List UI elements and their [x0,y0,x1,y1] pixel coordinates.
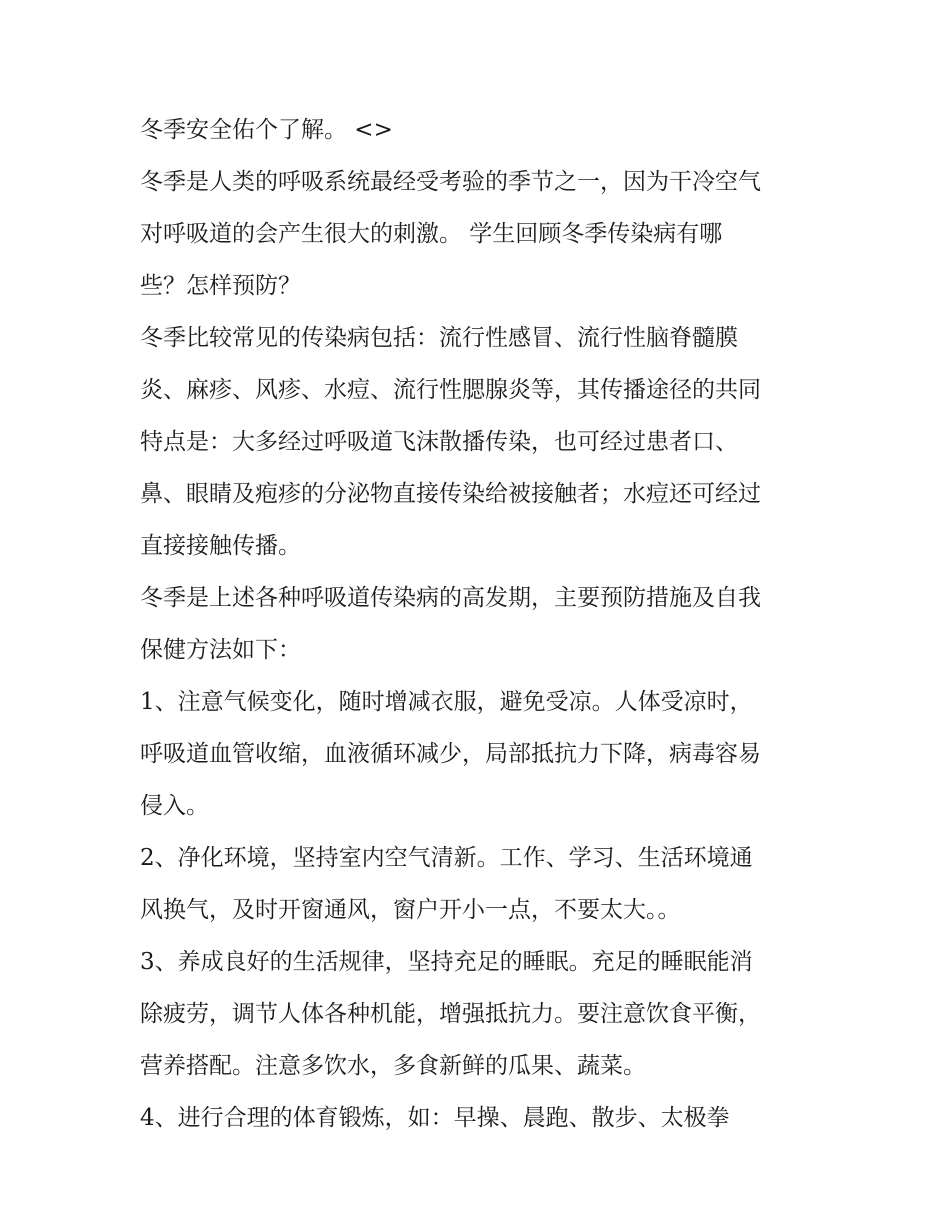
text-line: 直接接触传播。 [140,533,301,559]
text-line: 炎、麻疹、风疹、水痘、流行性腮腺炎等，其传播途径的共同 [140,377,761,403]
text-line: 营养搭配。注意多饮水，多食新鲜的瓜果、蔬菜。 [140,1053,646,1079]
text-line: 3、养成良好的生活规律，坚持充足的睡眠。充足的睡眠能消 [140,949,753,975]
text-line: 些？怎样预防？ [140,273,301,299]
text-line: 冬季比较常见的传染病包括：流行性感冒、流行性脑脊髓膜 [140,325,738,351]
text-line: 4、进行合理的体育锻炼，如：早操、晨跑、散步、太极拳 [140,1105,730,1131]
document-body [140,104,820,1144]
text-line: 鼻、眼睛及疱疹的分泌物直接传染给被接触者；水痘还可经过 [140,481,761,507]
text-line: 除疲劳，调节人体各种机能，增强抵抗力。要注意饮食平衡， [140,1001,761,1027]
text-line: 2、净化环境，坚持室内空气清新。工作、学习、生活环境通 [140,845,753,871]
text-line: 冬季是人类的呼吸系统最经受考验的季节之一，因为干冷空气 [140,169,761,195]
text-line: 冬季是上述各种呼吸道传染病的高发期，主要预防措施及自我 [140,585,761,611]
text-line: 1、注意气候变化，随时增减衣服，避免受凉。人体受凉时， [140,689,753,715]
text-line: 保健方法如下： [140,637,301,663]
text-line: 侵入。 [140,793,209,819]
text-line: 呼吸道血管收缩，血液循环减少，局部抵抗力下降，病毒容易 [140,741,761,767]
text-line: 对呼吸道的会产生很大的刺激。 学生回顾冬季传染病有哪 [140,221,723,247]
text-line: 特点是：大多经过呼吸道飞沫散播传染，也可经过患者口、 [140,429,738,455]
text-line: 风换气，及时开窗通风，窗户开小一点，不要太大。。 [140,897,681,923]
text-line: 冬季安全佑个了解。 <> [140,117,393,143]
